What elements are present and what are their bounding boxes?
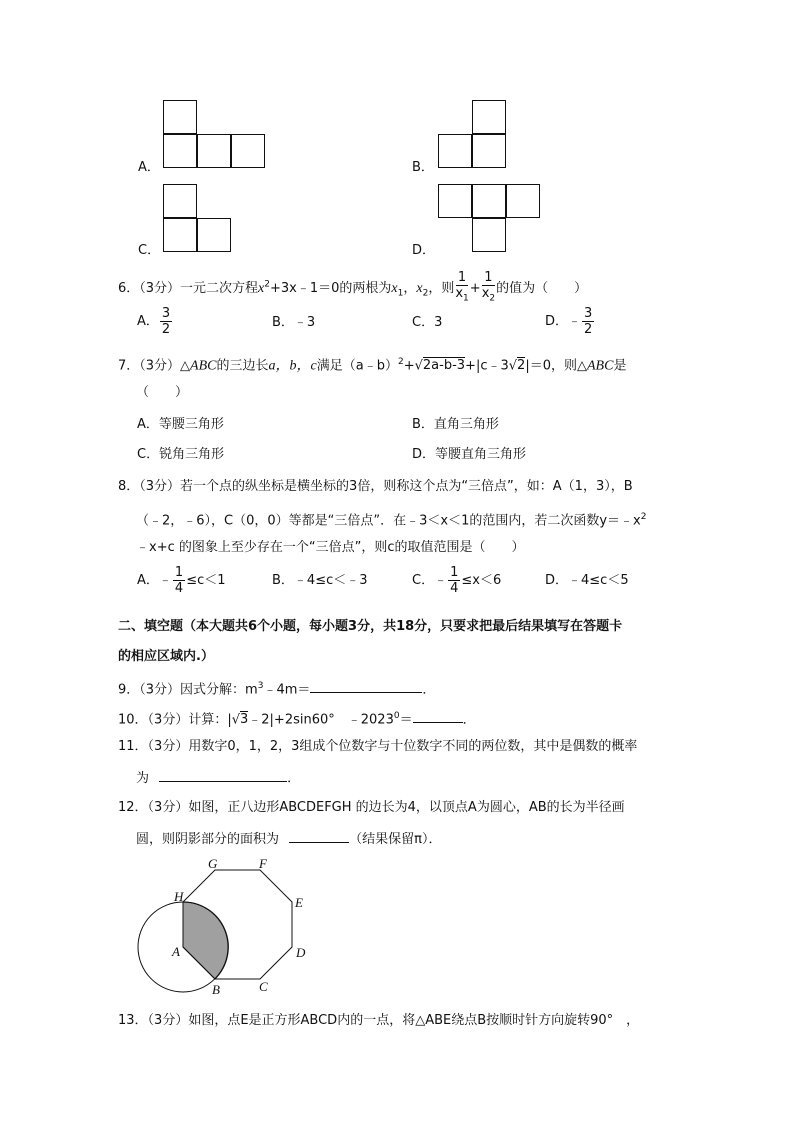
t: 是: [613, 358, 627, 374]
t: 9．（3分）因式分解：m: [118, 682, 258, 698]
q6-var: x: [258, 280, 265, 296]
t: C．﹣: [412, 573, 448, 588]
numerator: 1: [174, 565, 184, 580]
t: ABC: [586, 358, 614, 374]
numerator: 3: [584, 306, 593, 321]
vertex-label: C: [259, 979, 268, 994]
t: ．: [287, 771, 301, 786]
option-a-label: A．: [138, 160, 160, 175]
t: 7．（3分）△: [118, 358, 191, 374]
t: A．﹣: [137, 573, 172, 588]
question-11-line1: 11．（3分）用数字0，1，2，3组成个位数字与十位数字不同的两位数，其中是偶数的概率: [118, 739, 638, 754]
numerator: 1: [457, 270, 467, 285]
sqrt: 3: [240, 712, 249, 728]
denominator-sub: 1: [463, 293, 469, 304]
t: |＝0，则△: [525, 358, 587, 374]
t: +|c﹣3: [465, 358, 509, 374]
vertex-label: F: [259, 856, 267, 871]
question-7: 7．（3分）△ABC的三边长a，b，c满足（a﹣b）$^2$+√2a-b-3+|c﹣3√2|＝0，则△ABC是: [118, 357, 627, 374]
t: 2: [397, 357, 404, 367]
question-12-line1: 12．（3分）如图，正八边形ABCDEFGH 的边长为4，以顶点A为圆心，AB的长为半径画: [118, 800, 625, 815]
q8-option-d[interactable]: D．﹣4≤c＜5: [545, 573, 629, 588]
q7-option-c[interactable]: C．锐角三角形: [137, 447, 225, 462]
q6-then: ，则: [428, 280, 455, 296]
denominator-sub: 2: [489, 293, 496, 304]
t: 10．（3分）计算：|: [118, 712, 232, 728]
t: 为: [136, 771, 150, 786]
t: 圆，则阴影部分的面积为: [136, 832, 280, 847]
option-c-label: C．: [138, 243, 161, 258]
denominator: 4: [174, 581, 184, 596]
option-b-label: B．: [412, 160, 434, 175]
t: 满足（a﹣b）: [316, 358, 398, 374]
question-10: 10．（3分）计算：|√3﹣2|+2sin60° $﹣2023^0=$ ．: [118, 711, 476, 728]
vertex-label: A: [172, 944, 180, 959]
vertex-label: G: [208, 856, 218, 871]
denominator: 4: [450, 581, 459, 596]
q7-paren: （ ）: [136, 385, 189, 400]
t: 3: [257, 681, 264, 691]
t: ≤c＜1: [186, 573, 226, 588]
q6-text: 6．（3分）一元二次方程: [118, 280, 259, 296]
section-heading: 二、填空题（本大题共6个小题，每小题3分，共18分，只要求把最后结果填写在答题卡: [118, 619, 623, 634]
q6-sub1: 1: [397, 288, 404, 299]
t: ≤x＜6: [461, 573, 502, 588]
t: +: [403, 358, 415, 374]
section-heading-cont: 的相应区域内.）: [118, 649, 214, 664]
t: ABC: [190, 358, 217, 374]
q6-comma: ，: [403, 280, 417, 296]
t: （结果保留π）．: [349, 832, 442, 847]
q6-option-c[interactable]: C．3: [412, 315, 443, 330]
sqrt: 2: [517, 358, 526, 374]
q6-tail: 的值为（ ）: [496, 280, 588, 296]
plus: +: [469, 280, 481, 296]
numerator: 1: [450, 565, 459, 580]
label: A．: [137, 314, 159, 329]
t: ﹣4m＝: [263, 682, 311, 698]
question-8-line1: 8．（3分）若一个点的纵坐标是横坐标的3倍，则称这个点为“三倍点”，如：A（1，3），B: [118, 479, 633, 494]
numerator: 1: [484, 270, 493, 285]
vertex-label: D: [296, 945, 306, 960]
t: a，b，c: [268, 358, 317, 374]
shaded-region: [183, 902, 228, 979]
t: ＝: [399, 712, 413, 728]
numerator: 3: [161, 306, 171, 321]
t: ﹣2|+2sin60° ﹣2023: [248, 712, 394, 728]
vertex-label: E: [295, 895, 303, 910]
t: （﹣2，﹣6），C（0，0）等都是“三倍点”．在﹣3＜x＜1的范围内，若二次函数y＝﹣x: [136, 513, 641, 529]
q7-option-d[interactable]: D．等腰直角三角形: [412, 447, 527, 462]
question-13: 13．（3分）如图，点E是正方形ABCD内的一点，将△ABE绕点B按顺时针方向旋转90° ，: [118, 1013, 640, 1028]
q7-option-a[interactable]: A．等腰三角形: [137, 417, 224, 432]
denominator: x: [481, 286, 490, 301]
q6-option-b[interactable]: B．﹣3: [272, 315, 316, 330]
t: 0: [393, 711, 400, 721]
vertex-label: H: [174, 889, 184, 904]
t: ．: [422, 682, 436, 698]
q6-x1: x: [391, 280, 398, 296]
denominator: 2: [161, 322, 171, 337]
denominator: x: [455, 286, 464, 301]
sqrt: 2a-b-3: [422, 358, 466, 374]
question-8-line3: ﹣x+c 的图象上至少存在一个“三倍点”，则c的取值范围是（ ）: [136, 540, 525, 555]
q6-text2: +3x﹣1＝0的两根为: [270, 280, 392, 296]
denominator: 2: [584, 322, 593, 337]
t: 的三边长: [216, 358, 269, 374]
q6-x2: x: [416, 280, 423, 296]
q6-exp: 2: [264, 279, 270, 290]
t: ．: [462, 712, 476, 728]
t: 2: [640, 512, 647, 522]
q6-sub2: 2: [422, 288, 429, 299]
vertex-label: B: [212, 982, 220, 997]
label: D．﹣: [545, 314, 582, 329]
q7-option-b[interactable]: B．直角三角形: [412, 417, 499, 432]
option-d-label: D．: [412, 243, 436, 258]
q8-option-b[interactable]: B．﹣4≤c＜﹣3: [272, 573, 368, 588]
